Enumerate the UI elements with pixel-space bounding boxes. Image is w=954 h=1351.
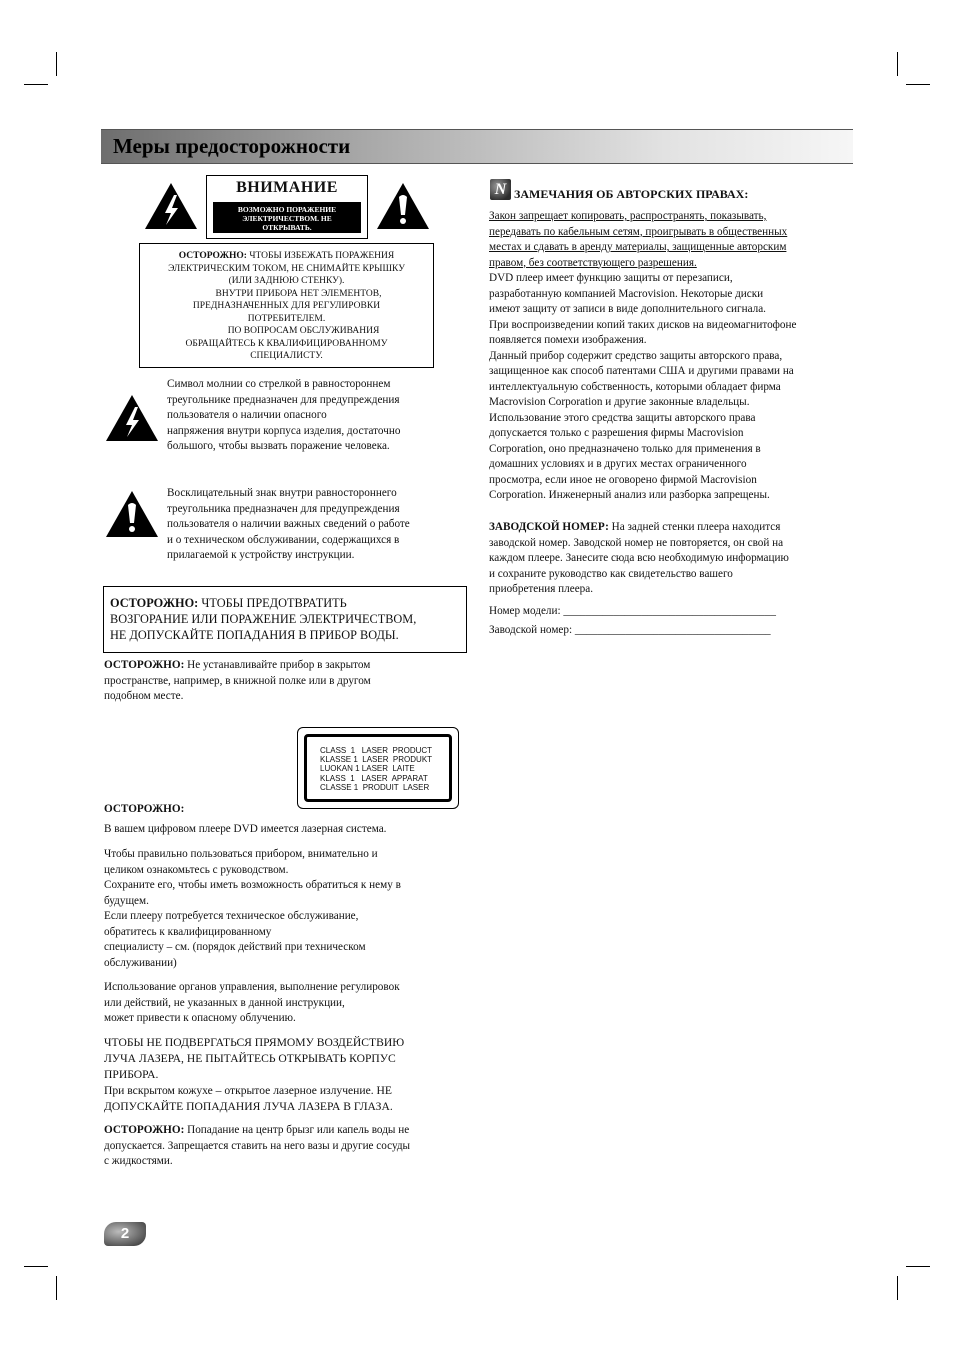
text-line: домашних условиях и в других местах ограниченного <box>489 458 747 470</box>
text-line: DVD плеер имеет функцию защиты от перезаписи, <box>489 272 733 284</box>
exclamation-explanation <box>167 486 462 564</box>
laser-system-text: В вашем цифровом плеере DVD имеется лазерная система. <box>104 823 387 835</box>
laser-label-inner <box>304 734 452 802</box>
note-icon: N <box>490 179 511 200</box>
text-line: ДОПУСКАЙТЕ ПОПАДАНИЯ ЛУЧА ЛАЗЕРА В ГЛАЗА. <box>104 1100 393 1113</box>
text-line: будущем. <box>104 894 149 907</box>
serial-number-field[interactable]: Заводской номер: ___________________________________ <box>489 624 771 636</box>
serial-text: На задней стенки плеера находится <box>608 521 781 533</box>
text-line: заводской номер. Заводской номер не повторяется, он свой на <box>489 536 784 549</box>
text-line: пространстве, например, в книжной полке или в другом <box>104 674 371 687</box>
text-line: интеллектуальную собственность, которыми обладает фирма <box>489 380 781 393</box>
text-line: местах и сдавать в аренду материалы, защищенные авторским <box>489 241 787 253</box>
vnimanie-line: ЭЛЕКТРИЧЕСТВОМ. НЕ <box>242 214 332 223</box>
vnimanie-label <box>206 175 368 239</box>
text-line: треугольника предназначен для предупреждения <box>167 502 400 515</box>
water-warning <box>104 1123 466 1170</box>
text-line: Использование органов управления, выполнение регулировок <box>104 981 400 993</box>
warn-lead: ОСТОРОЖНО: <box>110 596 199 610</box>
copyright-heading: ЗАМЕЧАНИЯ ОБ АВТОРСКИХ ПРАВАХ: <box>514 187 749 201</box>
crop-mark <box>906 1266 930 1267</box>
text-line: прилагаемой к устройству инструкции. <box>167 549 355 561</box>
caution-line: ПРЕДНАЗНАЧЕННЫХ ДЛЯ РЕГУЛИРОВКИ <box>192 301 381 311</box>
crop-mark <box>24 84 48 85</box>
serial-number-section <box>489 520 851 639</box>
lightning-warning-icon <box>143 181 199 231</box>
section-title-bar <box>101 129 853 164</box>
lightning-symbol-icon <box>104 393 160 443</box>
laser-label-line: LUOKAN 1 LASER LAITE <box>320 764 415 774</box>
warning-text: Не устанавливайте прибор в закрытом <box>184 659 371 671</box>
lightning-explanation <box>167 377 457 455</box>
caution-line: ПО ВОПРОСАМ ОБСЛУЖИВАНИЯ <box>227 326 380 336</box>
page-title: Меры предосторожности <box>113 134 351 158</box>
text-line: целиком ознакомьтесь с руководством. <box>104 863 289 876</box>
text-line: может привести к опасному облучению. <box>104 1012 296 1024</box>
text-line: обратитесь к квалифицированному <box>104 925 272 938</box>
text-line: ПРИБОРА. <box>104 1068 159 1081</box>
caution-heading <box>104 802 184 818</box>
text-line: имеют защиту от записи в виде дополнительного сигнала. <box>489 303 766 315</box>
text-line: специалисту – см. (порядок действий при техническом <box>104 941 366 953</box>
text-line <box>489 520 851 536</box>
warning-text: Попадание на центр брызг или капель воды не <box>184 1124 410 1136</box>
caution-heading-text: ОСТОРОЖНО: <box>104 803 185 815</box>
vnimanie-line: ВОЗМОЖНО ПОРАЖЕНИЕ <box>237 205 337 214</box>
caution-line: ПОТРЕБИТЕЛЕМ. <box>247 313 326 324</box>
laser-label-line: KLASSE 1 LASER PRODUKT <box>320 755 433 765</box>
vnimanie-line: ОТКРЫВАТЬ. <box>262 223 312 232</box>
text-line: Использование этого средства защиты авторского права <box>489 411 756 424</box>
text-line: Сохраните его, чтобы иметь возможность обратиться к нему в <box>104 879 401 891</box>
caution-line: ОБРАЩАЙТЕСЬ К КВАЛИФИЦИРОВАННОМУ <box>185 338 388 349</box>
warning-lead: ОСТОРОЖНО: <box>104 659 185 671</box>
text-line: просмотра, если иное не оговорено фирмой Macrovision <box>489 473 757 486</box>
crop-mark <box>897 52 898 76</box>
caution-line: СПЕЦИАЛИСТУ. <box>250 351 323 361</box>
controls-paragraph <box>104 980 466 1027</box>
vnimanie-title: ВНИМАНИЕ <box>236 179 338 196</box>
text-line: правом, без соответствующего разрешения. <box>489 256 697 269</box>
fire-warning-box <box>103 586 467 653</box>
closed-space-warning <box>104 658 464 705</box>
text-line: передавать по кабельным сетям, проигрывать в общественных <box>489 225 788 238</box>
warn-line: ВОЗГОРАНИЕ ИЛИ ПОРАЖЕНИЕ ЭЛЕКТРИЧЕСТВОМ, <box>110 612 417 626</box>
usage-paragraph <box>104 847 466 971</box>
caution-line: ВНУТРИ ПРИБОРА НЕТ ЭЛЕМЕНТОВ, <box>215 288 382 299</box>
laser-label-line: CLASSE 1 PRODUIT LASER <box>320 782 430 792</box>
text-line: пользователя о наличии важных сведений о работе <box>167 518 410 530</box>
text-line: и о техническом обслуживании, содержащихся в <box>167 533 400 546</box>
crop-mark <box>56 52 57 76</box>
warn-line: НЕ ДОПУСКАЙТЕ ПОПАДАНИЯ В ПРИБОР ВОДЫ. <box>110 628 399 642</box>
text-line: Восклицательный знак внутри равностороннего <box>167 487 397 499</box>
text-line: большого, чтобы вызвать поражение человека. <box>167 440 390 452</box>
text-line: каждом плеере. Занесите сюда всю необходимую информацию <box>489 552 789 564</box>
text-line: Если плееру потребуется техническое обслуживание, <box>104 910 359 922</box>
text-line: Чтобы правильно пользоваться прибором, внимательно и <box>104 848 378 860</box>
caution-line: ЭЛЕКТРИЧЕСКИМ ТОКОМ, НЕ СНИМАЙТЕ КРЫШКУ <box>168 263 405 274</box>
text-line: Закон запрещает копировать, распространять, показывать, <box>489 210 767 222</box>
text-line: Macrovision Corporation и другие законные владельцы. <box>489 396 750 408</box>
copyright-text <box>489 209 851 504</box>
text-line: защищенное как способ патентами США и другими правами на <box>489 365 794 377</box>
text-line: треугольнике предназначен для предупреждения <box>167 393 400 406</box>
text-line: приобретения плеера. <box>489 583 594 595</box>
text-line: пользователя о наличии опасного <box>167 409 327 421</box>
laser-label-line: CLASS 1 LASER PRODUCT <box>320 746 433 755</box>
caution-lead: ОСТОРОЖНО: <box>178 251 247 261</box>
text-line: Corporation. Инженерный анализ или разборка запрещены. <box>489 489 770 501</box>
text-line: обслуживании) <box>104 956 177 969</box>
laser-beam-paragraph <box>104 1035 466 1115</box>
page-number-badge: 2 <box>104 1222 146 1246</box>
text-line: появляется помехи изображения. <box>489 334 647 346</box>
caution-line: (ИЛИ ЗАДНЮЮ СТЕНКУ). <box>228 276 345 286</box>
text-line: Corporation, оно предназначено только для применения в <box>489 442 761 455</box>
text-line: подобном месте. <box>104 690 184 702</box>
text-line <box>104 1123 466 1139</box>
caution-box <box>139 243 434 368</box>
text-line: При воспроизведении копий таких дисков на видеомагнитофоне <box>489 318 797 331</box>
caution-line <box>140 250 433 263</box>
crop-mark <box>906 84 930 85</box>
crop-mark <box>24 1266 48 1267</box>
crop-mark <box>897 1276 898 1300</box>
text-line: напряжения внутри корпуса изделия, достаточно <box>167 424 401 437</box>
warning-lead: ОСТОРОЖНО: <box>104 1124 185 1136</box>
laser-class-label <box>297 727 459 809</box>
crop-mark <box>56 1276 57 1300</box>
exclamation-warning-icon <box>375 181 431 231</box>
laser-label-line: KLASS 1 LASER APPARAT <box>320 773 428 783</box>
caution-text: ЧТОБЫ ИЗБЕЖАТЬ ПОРАЖЕНИЯ <box>246 251 395 261</box>
text-line: разработанную компанией Macrovision. Некоторые диски <box>489 287 764 300</box>
exclamation-symbol-icon <box>104 489 160 539</box>
serial-lead: ЗАВОДСКОЙ НОМЕР: <box>489 521 609 533</box>
text-line: При вскрытом кожухе – открытое лазерное излучение. НЕ <box>104 1084 392 1097</box>
text-line: или действий, не указанных в данной инструкции, <box>104 996 345 1009</box>
text-line: допускается. Запрещается ставить на него вазы и другие сосуды <box>104 1139 411 1152</box>
text-line: Данный прибор содержит средство защиты авторского права, <box>489 349 783 362</box>
text-line: с жидкостями. <box>104 1155 173 1167</box>
warn-line <box>110 595 416 611</box>
text-line: допускается только с разрешения фирмы Macrovision <box>489 427 744 439</box>
text-line: ЛУЧА ЛАЗЕРА, НЕ ПЫТАЙТЕСЬ ОТКРЫВАТЬ КОРПУС <box>104 1052 396 1065</box>
text-line: ЧТОБЫ НЕ ПОДВЕРГАТЬСЯ ПРЯМОМУ ВОЗДЕЙСТВИЮ <box>104 1036 405 1049</box>
warn-text: ЧТОБЫ ПРЕДОТВРАТИТЬ <box>198 596 347 610</box>
model-number-field[interactable]: Номер модели: ______________________________________ <box>489 604 776 617</box>
text-line: Символ молнии со стрелкой в равностороннем <box>167 378 391 390</box>
text-line <box>104 658 464 674</box>
text-line: и сохраните руководство как свидетельство вашего <box>489 567 733 580</box>
vnimanie-warning-text <box>213 202 361 233</box>
